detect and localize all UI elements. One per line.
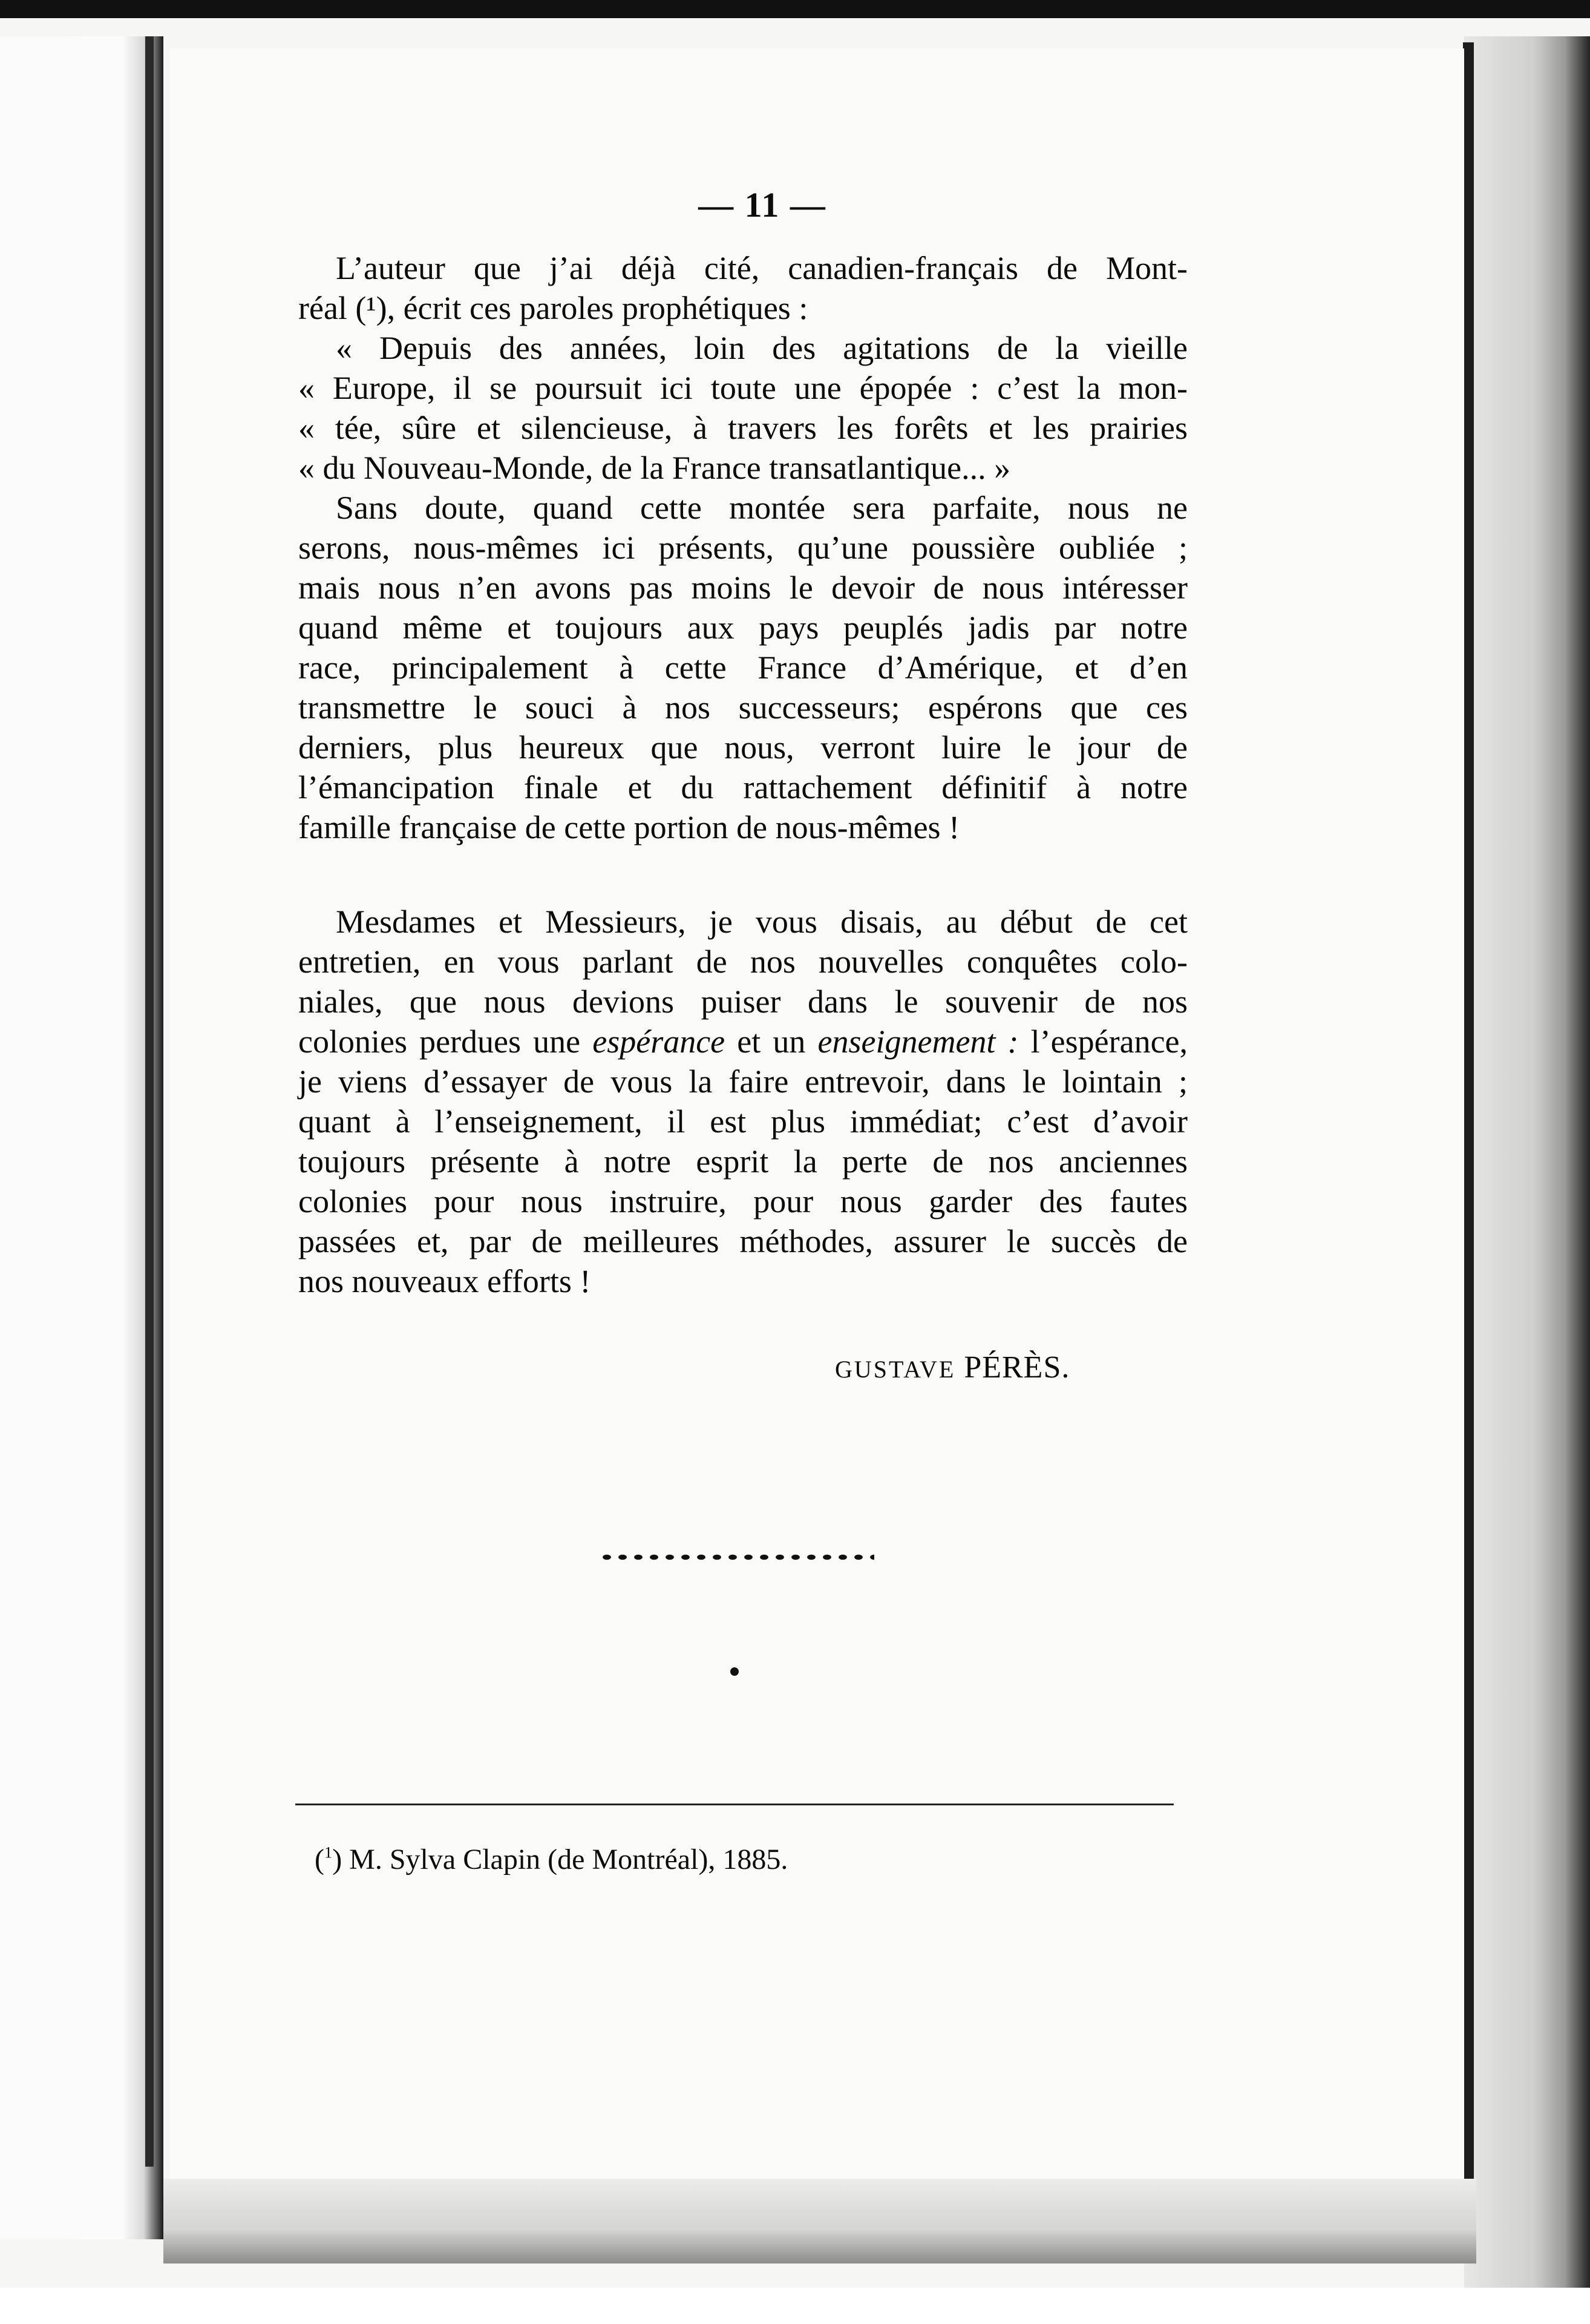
signature-last-name: PÉRÈS. xyxy=(964,1350,1070,1385)
text-line: famille française de cette portion de nous-mêmes ! xyxy=(298,809,960,845)
text-line: « tée, sûre et silencieuse, à travers les forêts et les prairies xyxy=(298,410,1188,446)
text-run: et un xyxy=(725,1023,818,1060)
text-line: toujours présente à notre esprit la perte de nos anciennes xyxy=(298,1143,1188,1180)
text-line: race, principalement à cette France d’Amérique, et d’en xyxy=(298,649,1188,686)
text-run: colonies perdues une xyxy=(298,1023,593,1060)
ornament-divider xyxy=(599,1552,874,1562)
page-bottom-edge xyxy=(163,2179,1476,2263)
text-line: serons, nous-mêmes ici présents, qu’une poussière oubliée ; xyxy=(298,530,1188,566)
signature-first-name: GUSTAVE xyxy=(835,1356,956,1383)
italic-word-enseignement: enseignement : xyxy=(817,1023,1019,1060)
text-run: l’espérance, xyxy=(1018,1023,1188,1060)
text-line: entretien, en vous parlant de nos nouvelles conquêtes colo- xyxy=(298,944,1188,980)
text-line: « Depuis des années, loin des agitations de la vieille xyxy=(336,330,1188,366)
footnote-rule xyxy=(295,1804,1174,1805)
book-gutter xyxy=(145,36,154,2167)
text-line: l’émancipation finale et du rattachement définitif à notre xyxy=(298,769,1188,806)
author-signature xyxy=(835,1350,1070,1385)
ornament-dot xyxy=(730,1667,739,1676)
paragraph-1 xyxy=(298,248,1188,847)
footnote: ($^1$) M. Sylva Clapin (de Montréal), 1885. xyxy=(315,1843,788,1876)
text-line: « Europe, il se poursuit ici toute une épopée : c’est la mon- xyxy=(298,370,1188,406)
text-line: je viens d’essayer de vous la faire entrevoir, dans le lointain ; xyxy=(298,1063,1188,1100)
text-line: Mesdames et Messieurs, je vous disais, au début de cet xyxy=(336,904,1188,940)
text-line: quand même et toujours aux pays peuplés jadis par notre xyxy=(298,609,1188,646)
text-line: « du Nouveau-Monde, de la France transatlantique... » xyxy=(298,450,1011,486)
text-line: Sans doute, quand cette montée sera parfaite, nous ne xyxy=(336,490,1188,526)
text-line: mais nous n’en avons pas moins le devoir de nous intéresser xyxy=(298,570,1188,606)
text-line: niales, que nous devions puiser dans le souvenir de nos xyxy=(298,983,1188,1020)
text-line xyxy=(298,1022,1188,1062)
italic-word-esperance: espérance xyxy=(592,1023,725,1060)
footnote-marker: 1 xyxy=(324,1843,333,1862)
text-line: nos nouveaux efforts ! xyxy=(298,1263,591,1299)
page-number: — 11 — xyxy=(698,185,826,225)
facing-page-edge xyxy=(0,36,163,2239)
text-line: quant à l’enseignement, il est plus immédiat; c’est d’avoir xyxy=(298,1103,1188,1140)
text-line: L’auteur que j’ai déjà cité, canadien-français de Mont- xyxy=(336,250,1188,286)
paragraph-2 xyxy=(298,902,1188,1301)
footnote-text: M. Sylva Clapin (de Montréal), 1885. xyxy=(349,1843,788,1876)
text-line: derniers, plus heureux que nous, verront luire le jour de xyxy=(298,729,1188,766)
text-line: transmettre le souci à nos successeurs; espérons que ces xyxy=(298,689,1188,726)
text-line: colonies pour nous instruire, pour nous garder des fautes xyxy=(298,1183,1188,1219)
page-edge-shadow xyxy=(1464,36,1590,2288)
text-line: réal (¹), écrit ces paroles prophétiques : xyxy=(298,290,808,326)
page-edge-line xyxy=(1463,42,1474,2251)
text-line: passées et, par de meilleures méthodes, assurer le succès de xyxy=(298,1223,1188,1259)
